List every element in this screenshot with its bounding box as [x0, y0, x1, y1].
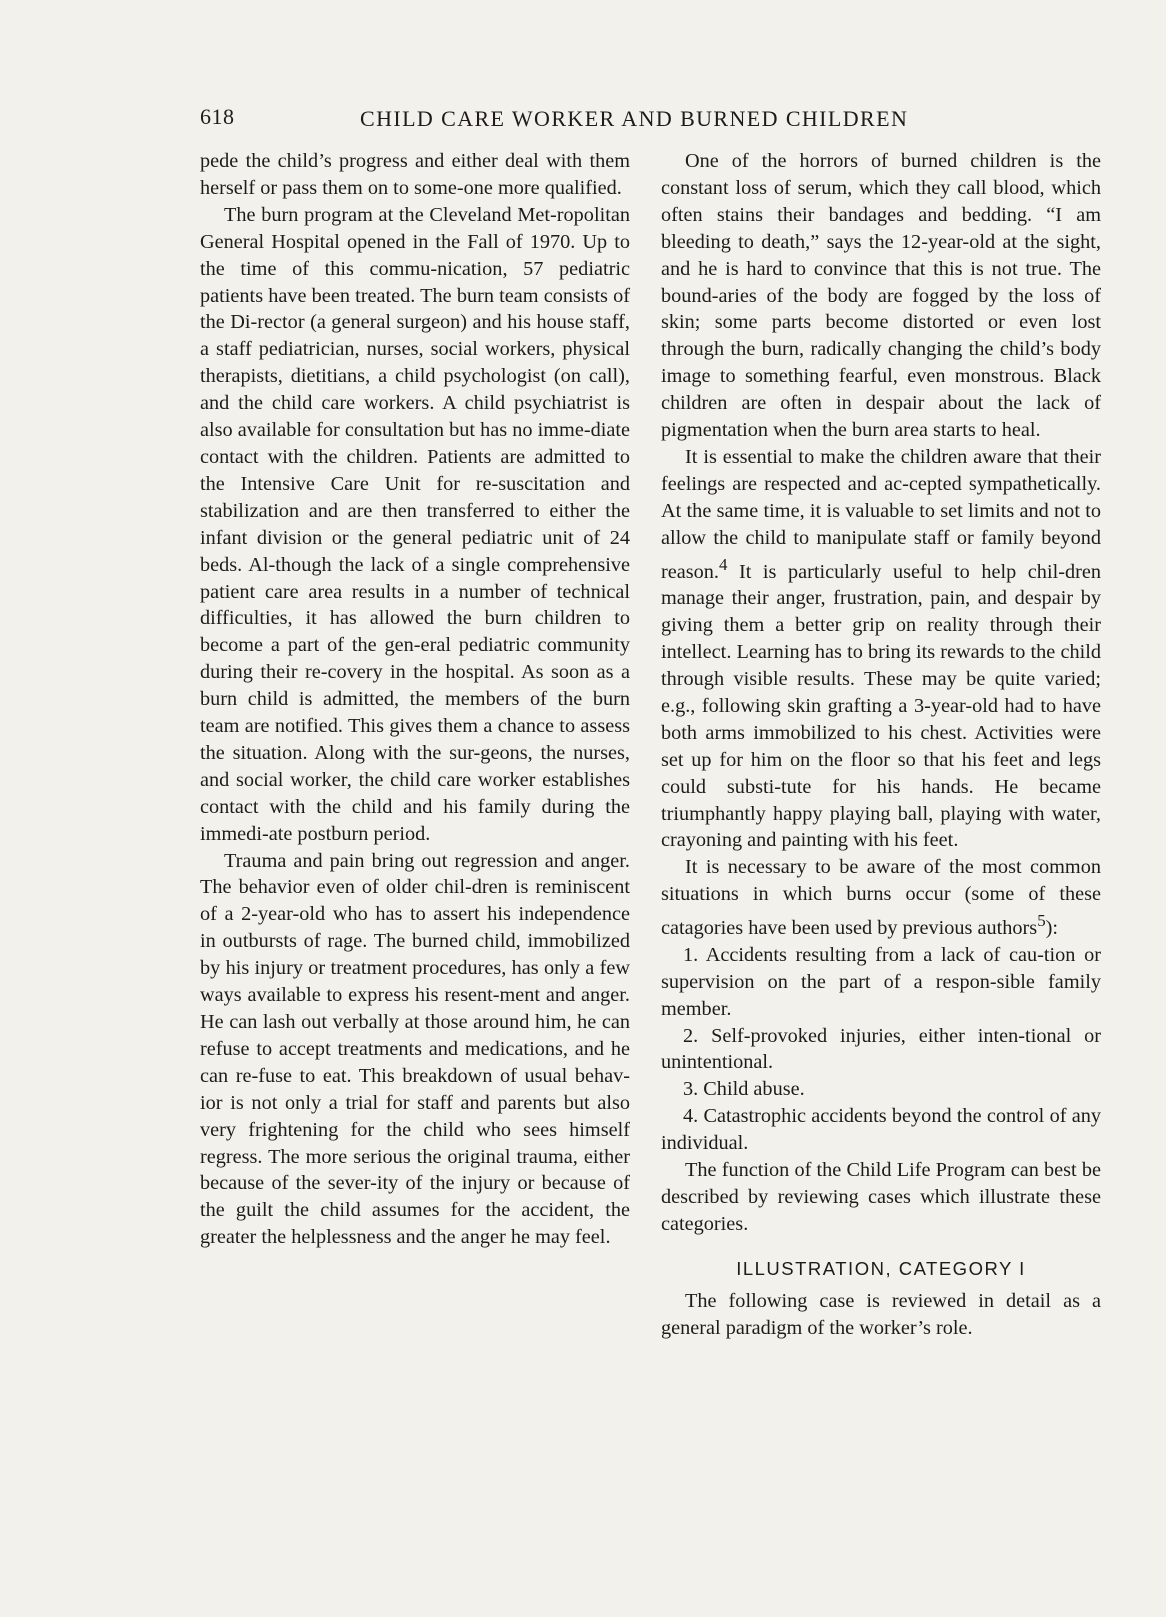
paragraph: pede the child’s progress and either deal with them herself or pass them on to some-one more qualified. [200, 150, 630, 199]
list-item: 3. Child abuse. [683, 1078, 805, 1101]
paragraph [661, 444, 1101, 854]
paragraph: One of the horrors of burned children is the constant loss of serum, which they call blood, which often stains their bandages and bedding. “I am bleeding to death,” says the 12-year-old at the sight, and he is hard to convince that this is not true. The bound-aries of the body are fogged by the loss of skin; some parts become distorted or even lost through the burn, radically changing the child’s body image to something fearful, even monstrous. Black children are often in despair about the lack of pigmentation when the burn area starts to heal. [661, 150, 1101, 442]
list-item: 1. Accidents resulting from a lack of cau-tion or supervision on the part of a respon-sible family member. [661, 943, 1101, 1020]
paragraph [661, 854, 1101, 941]
left-column [200, 148, 630, 1251]
paragraph: The burn program at the Cleveland Met-ropolitan General Hospital opened in the Fall of 1970. Up to the time of this commu-nication, 57 pediatric patients have been treated. The burn team consists of the Di-rector (a general surgeon) and his house staff, a staff pediatrician, nurses, social workers, physical therapists, dietitians, a child psychologist (on call), and the child care workers. A child psychiatrist is also available for consultation but has no imme-diate contact with the children. Patients are admitted to the Intensive Care Unit for re-suscitation and stabilization and are then transferred to either the infant division or the general pediatric unit of 24 beds. Al-though the lack of a single comprehensive patient care area results in a number of technical difficulties, it has allowed the burn children to become a part of the gen-eral pediatric community during their re-covery in the hospital. As soon as a burn child is admitted, the members of the burn team are notified. This gives them a chance to assess the situation. Along with the sur-geons, the nurses, and social worker, the child care worker establishes contact with the child and his family during the immedi-ate postburn period. [200, 203, 630, 845]
running-head: CHILD CARE WORKER AND BURNED CHILDREN [360, 106, 909, 131]
paragraph: The function of the Child Life Program can best be described by reviewing cases which illustrate these categories. [661, 1159, 1101, 1235]
list-item: 4. Catastrophic accidents beyond the control of any individual. [661, 1105, 1101, 1155]
paragraph-text: It is particularly useful to help chil-dren manage their anger, frustration, pain, and despair by giving them a better grip on reality through their intellect. Learning has to bring its rewards to the child through visible results. These may be quite varied; e.g., following skin grafting a 3-year-old had to have both arms immobilized to his chest. Activities were set up for him on the floor so that his feet and legs could substi-tute for his hands. He became triumphantly happy playing ball, playing with water, crayoning and painting with his feet. [661, 560, 1101, 852]
reference-superscript: 4 [719, 554, 728, 574]
page-number: 618 [200, 104, 235, 129]
right-column [661, 148, 1101, 1342]
list-item: 2. Self-provoked injuries, either inten-tional or unintentional. [661, 1024, 1101, 1074]
paragraph-text: It is essential to make the children aware that their feelings are respected and ac-cepted sympathetically. At the same time, it is valuable to set limits and not to allow the child to manipulate staff or family beyond reason. [661, 445, 1101, 583]
section-heading: ILLUSTRATION, CATEGORY I [736, 1257, 1026, 1279]
reference-superscript: 5 [1037, 911, 1046, 931]
paragraph: Trauma and pain bring out regression and anger. The behavior even of older chil-dren is reminiscent of a 2-year-old who has to assert his independence in outbursts of rage. The burned child, immobilized by his injury or treatment procedures, has only a few ways available to express his resent-ment and anger. He can lash out verbally at those around him, he can refuse to accept treatments and medications, and he can re-fuse to eat. This breakdown of usual behav-ior is not only a trial for staff and parents but also very frightening for the child who sees himself regress. The more serious the original trauma, either because of the sever-ity of the injury or because of the guilt the child assumes for the accident, the greater the helplessness and the anger he may feel. [200, 849, 630, 1249]
paragraph-text: ): [1045, 916, 1059, 939]
paragraph-text: It is necessary to be aware of the most common situations in which burns occur (some of these catagories have been used by previous authors [661, 856, 1101, 939]
paragraph: The following case is reviewed in detail as a general paradigm of the worker’s role. [661, 1289, 1101, 1339]
